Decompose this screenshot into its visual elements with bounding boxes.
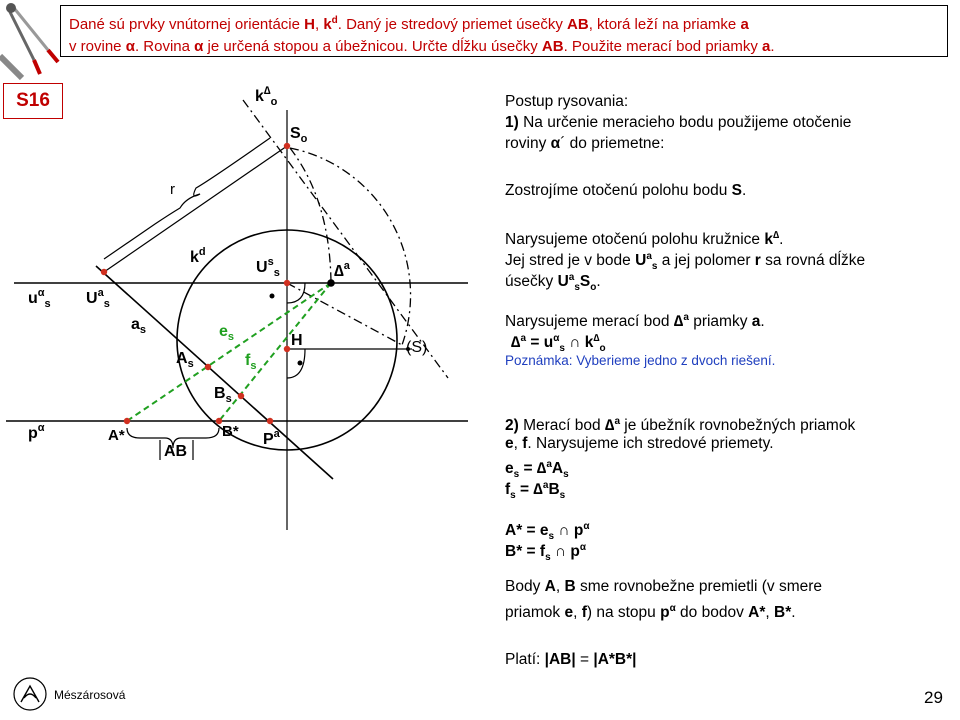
point-P-a	[267, 418, 273, 424]
step-rotate-circle: Narysujeme otočenú polohu kružnice k∆.	[505, 230, 784, 249]
arc-S-rotation	[290, 148, 411, 345]
label-A-s: $A_s$	[176, 350, 194, 370]
arc-center-rotation	[290, 148, 331, 283]
step-1-line-2: roviny α´ do priemetne:	[505, 135, 665, 152]
procedure-title: Postup rysovania:	[505, 93, 629, 110]
label-a-s: $a_s$	[131, 316, 147, 336]
step-1-line-1: 1) Na určenie meracieho bodu použijeme otočenie	[505, 114, 852, 131]
point-U-s-s	[284, 280, 290, 286]
point-measuring-delta-a	[327, 279, 335, 287]
label-e-s: $e_s$	[219, 323, 235, 343]
brace-r	[104, 138, 270, 259]
formula-B-star: $B* = f_s$ ∩ $p^\alpha$	[505, 542, 587, 564]
step-circle-center: Jej stred je v bode $U^a_s$ a jej polomer r sa rovná dĺžke	[505, 251, 866, 273]
label-k-delta-o: $k^\Delta_o$	[255, 85, 278, 108]
step-2-line-1: 2) Merací bod ∆$^a$ je úbežník rovnobežných priamok	[505, 416, 856, 435]
line-f-s	[219, 283, 331, 421]
label-f-s: $f_s$	[245, 352, 257, 372]
label-u-alpha-s: $u^\alpha_s$	[28, 287, 51, 310]
author-logo-icon	[12, 676, 48, 712]
point-A-star	[124, 418, 130, 424]
note: Poznámka: Vyberieme jedno z dvoch riešení.	[505, 353, 776, 368]
step-circle-radius: úsečky $U^a_sS_o$.	[505, 272, 601, 294]
step-measuring-formula: $\Delta^a = u^\alpha_s$ ∩ $k^\Delta_o$	[511, 333, 606, 355]
label-H: H	[291, 332, 303, 349]
slide-badge: S16	[3, 83, 63, 119]
construction-diagram	[0, 60, 500, 680]
label-AB-length: AB	[164, 443, 188, 460]
label-A-star: A*	[108, 427, 125, 444]
point-U-a-s	[101, 269, 107, 275]
line-a-s	[96, 266, 333, 479]
step-2-line-2: e, f. Narysujeme ich stredové priemety.	[505, 435, 774, 452]
label-P-a: $P^a$	[263, 428, 280, 448]
formula-e-s: $e_s = \Delta^aA_s$	[505, 459, 569, 481]
page-number: 29	[924, 688, 943, 707]
label-U-s-s: $U^s_s$	[256, 256, 280, 279]
point-H	[284, 346, 290, 352]
result-equality: Platí: |AB| = |A*B*|	[505, 651, 637, 668]
label-S-paren: (S)	[406, 339, 428, 356]
label-S-o: $S_o$	[290, 125, 308, 145]
step-projection-line-1: Body A, B sme rovnobežne premietli (v smere	[505, 578, 823, 595]
label-U-a-s: $U^a_s$	[86, 287, 110, 310]
author-name: Mészárosová	[54, 688, 126, 702]
point-S-o	[284, 143, 290, 149]
point-A-s	[205, 364, 211, 370]
formula-f-s: $f_s = \Delta^aB_s$	[505, 480, 566, 502]
point-B-s	[238, 393, 244, 399]
label-delta-a: ∆$^a$	[334, 260, 350, 280]
task-line-1: Dané sú prvky vnútornej orientácie H, $k^d$. Daný je stredový priemet úsečky AB, ktorá leží na priamke a	[69, 15, 749, 33]
label-k-d: $k^d$	[190, 246, 206, 266]
label-B-s: $B_s$	[214, 385, 232, 405]
step-rotate-S: Zostrojíme otočenú polohu bodu S.	[505, 182, 747, 199]
label-B-star: B*	[222, 423, 239, 440]
formula-A-star: $A* = e_s$ ∩ $p^\alpha$	[505, 521, 590, 543]
task-line-2: v rovine α. Rovina α je určená stopou a úbežnicou. Určte dĺžku úsečky AB. Použite merací bod priamky a.	[69, 38, 775, 55]
label-r: r	[170, 181, 175, 198]
label-p-alpha: $p^\alpha$	[28, 422, 45, 442]
task-statement	[60, 5, 948, 57]
step-measuring-point: Narysujeme merací bod ∆$^a$ priamky a.	[505, 312, 765, 331]
step-projection-line-2: priamok e, f) na stopu $p^\alpha$ do bodov A*, B*.	[505, 603, 796, 622]
rotated-circle-k-delta-o	[243, 100, 448, 378]
